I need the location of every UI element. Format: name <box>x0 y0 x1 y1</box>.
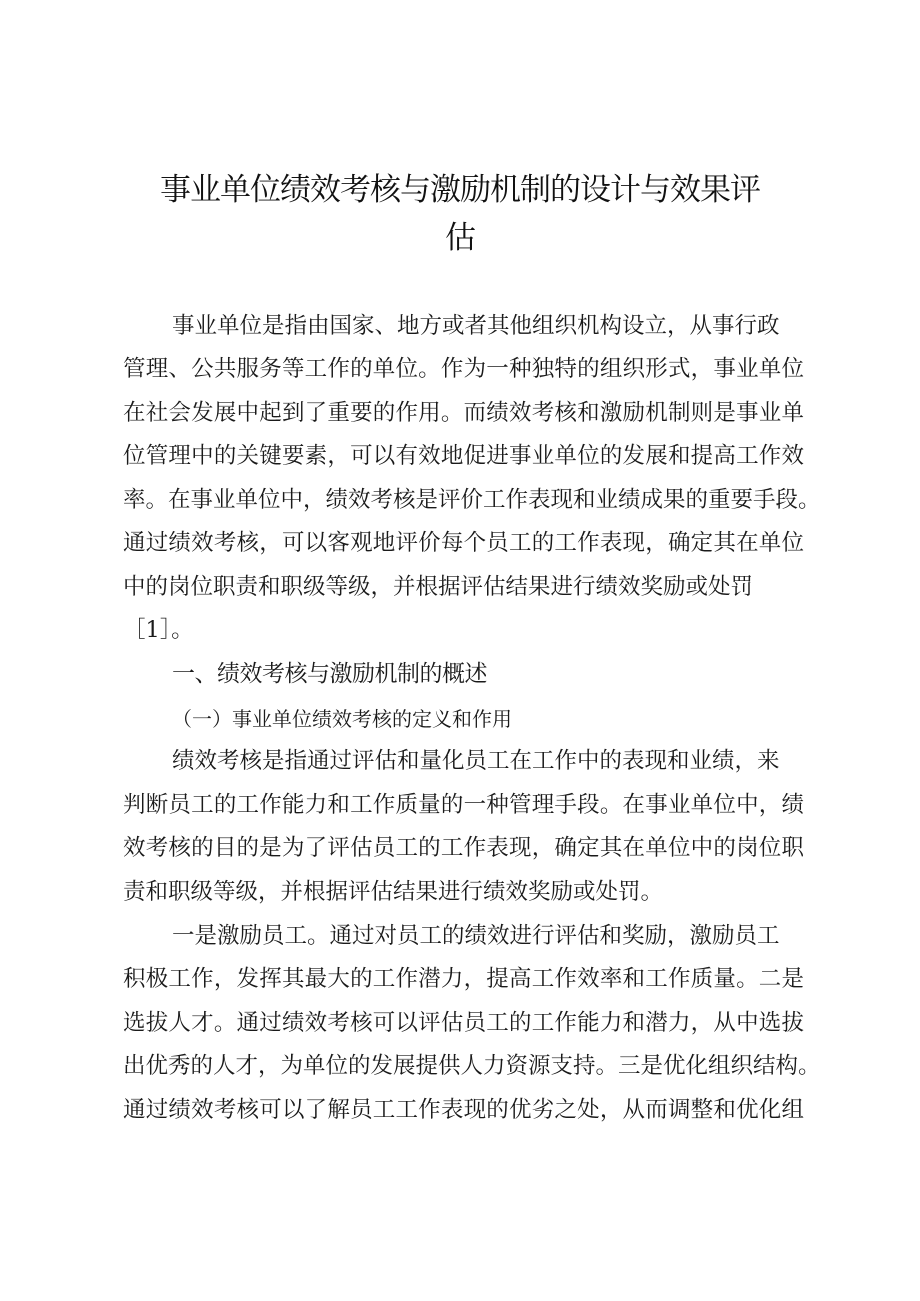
paragraph-line: 效考核的目的是为了评估员工的工作表现，确定其在单位中的岗位职 <box>123 835 804 861</box>
paragraph-line: 责和职级等级，并根据评估结果进行绩效奖励或处罚。 <box>123 879 664 905</box>
paragraph-line: 积极工作，发挥其最大的工作潜力，提高工作效率和工作质量。二是 <box>123 966 804 992</box>
subsection-heading: （一）事业单位绩效考核的定义和作用 <box>172 707 512 731</box>
paragraph-line: ［1］。 <box>123 617 194 643</box>
paragraph-line: 出优秀的人才，为单位的发展提供人力资源支持。三是优化组织结构。 <box>123 1053 821 1079</box>
section-heading: 一、绩效考核与激励机制的概述 <box>172 661 487 687</box>
paragraph-line: 通过绩效考核，可以客观地评价每个员工的工作表现，确定其在单位 <box>123 530 804 556</box>
document-title-line-1: 事业单位绩效考核与激励机制的设计与效果评 <box>160 172 760 208</box>
paragraph-line: 管理、公共服务等工作的单位。作为一种独特的组织形式，事业单位 <box>123 356 804 382</box>
paragraph-line: 在社会发展中起到了重要的作用。而绩效考核和激励机制则是事业单 <box>123 400 804 426</box>
paragraph-line: 事业单位是指由国家、地方或者其他组织机构设立，从事行政 <box>172 313 780 339</box>
document-title-line-2: 估 <box>445 220 475 256</box>
paragraph-line: 通过绩效考核可以了解员工工作表现的优劣之处，从而调整和优化组 <box>123 1097 804 1123</box>
paragraph-line: 选拔人才。通过绩效考核可以评估员工的工作能力和潜力，从中选拔 <box>123 1010 804 1036</box>
paragraph-line: 率。在事业单位中，绩效考核是评价工作表现和业绩成果的重要手段。 <box>123 487 821 513</box>
paragraph-line: 判断员工的工作能力和工作质量的一种管理手段。在事业单位中，绩 <box>123 792 804 818</box>
paragraph-line: 位管理中的关键要素，可以有效地促进事业单位的发展和提高工作效 <box>123 443 804 469</box>
paragraph-line: 绩效考核是指通过评估和量化员工在工作中的表现和业绩，来 <box>172 748 780 774</box>
paragraph-line: 一是激励员工。通过对员工的绩效进行评估和奖励，激励员工 <box>172 923 780 949</box>
paragraph-line: 中的岗位职责和职级等级，并根据评估结果进行绩效奖励或处罚 <box>123 574 754 600</box>
